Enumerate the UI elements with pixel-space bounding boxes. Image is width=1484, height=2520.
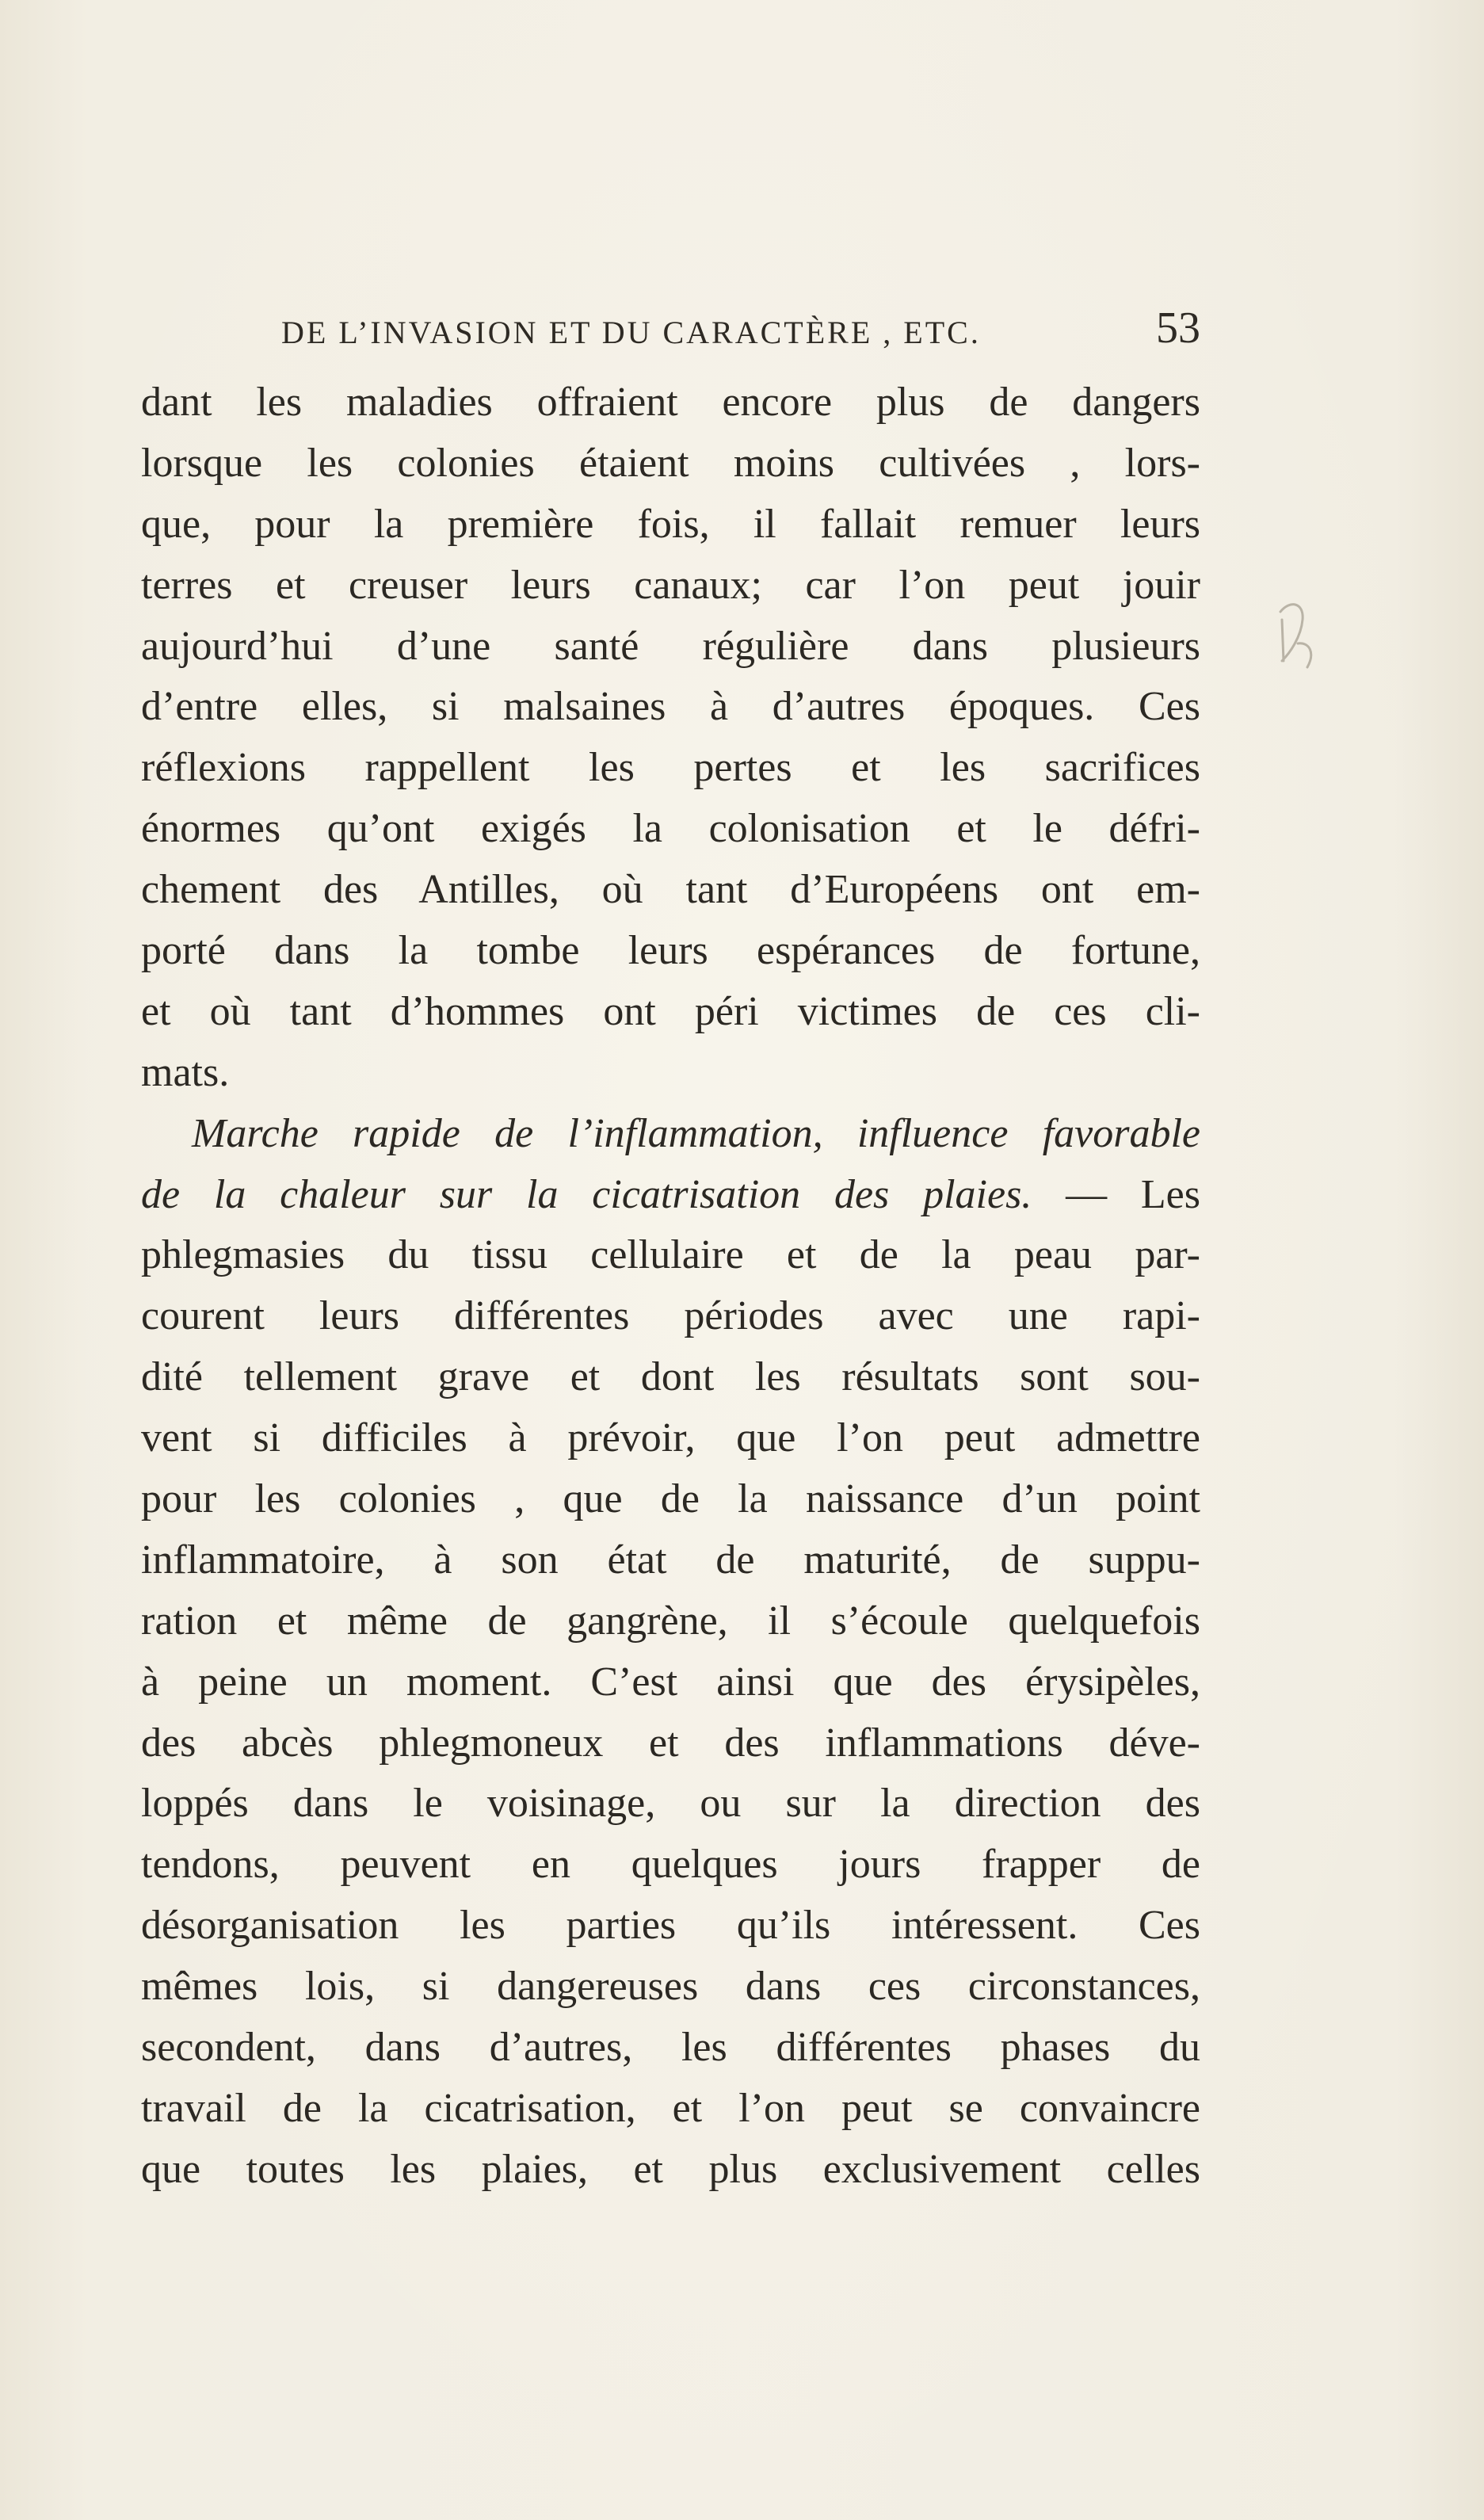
text-line: inflammatoire, à son état de maturité, de suppu- bbox=[141, 1537, 1200, 1583]
text-line: que, pour la première fois, il fallait remuer leurs bbox=[141, 501, 1200, 547]
text-line: travail de la cicatrisation, et l’on peut se convaincre bbox=[141, 2085, 1200, 2131]
text-line: pour les colonies , que de la naissance d’un point bbox=[141, 1476, 1200, 1522]
text-line: terres et creuser leurs canaux; car l’on peut jouir bbox=[141, 562, 1200, 608]
section-heading: Marche rapide de l’inflammation, influence favorable bbox=[192, 1110, 1200, 1156]
text-line: à peine un moment. C’est ainsi que des érysipèles, bbox=[141, 1659, 1200, 1705]
text-line: aujourd’hui d’une santé régulière dans plusieurs bbox=[141, 623, 1200, 669]
running-head bbox=[281, 303, 1200, 358]
text-line: porté dans la tombe leurs espérances de fortune, bbox=[141, 928, 1200, 974]
text-line: mats. bbox=[141, 1049, 230, 1095]
text-line: secondent, dans d’autres, les différentes phases du bbox=[141, 2025, 1200, 2071]
text-line: vent si difficiles à prévoir, que l’on peut admettre bbox=[141, 1415, 1200, 1461]
section-heading-continued bbox=[141, 1165, 1200, 1226]
running-title: DE L’INVASION ET DU CARACTÈRE , ETC. bbox=[281, 315, 981, 350]
text-line: et où tant d’hommes ont péri victimes de ces cli- bbox=[141, 988, 1200, 1034]
text-line: d’entre elles, si malsaines à d’autres époques. Ces bbox=[141, 684, 1200, 730]
margin-annotation-mark bbox=[1266, 596, 1329, 683]
text-line: ration et même de gangrène, il s’écoule quelquefois bbox=[141, 1598, 1200, 1644]
text-line: réflexions rappellent les pertes et les sacrifices bbox=[141, 745, 1200, 791]
body-text bbox=[141, 372, 1200, 2201]
text-line: chement des Antilles, où tant d’Européens ont em- bbox=[141, 867, 1200, 913]
text-line: dité tellement grave et dont les résultats sont sou- bbox=[141, 1354, 1200, 1400]
text-line: des abcès phlegmoneux et des inflammations déve- bbox=[141, 1720, 1200, 1766]
text-line: énormes qu’ont exigés la colonisation et le défri- bbox=[141, 806, 1200, 852]
text-line: tendons, peuvent en quelques jours frapper de bbox=[141, 1842, 1200, 1888]
text-line: loppés dans le voisinage, ou sur la direction des bbox=[141, 1781, 1200, 1827]
text-line: lorsque les colonies étaient moins cultivées , lors- bbox=[141, 440, 1200, 486]
page-number: 53 bbox=[1156, 304, 1200, 353]
text-line: que toutes les plaies, et plus exclusivement celles bbox=[141, 2146, 1200, 2192]
text-line: courent leurs différentes périodes avec une rapi- bbox=[141, 1293, 1200, 1339]
section-heading-rest: — Les bbox=[1032, 1171, 1200, 1217]
text-line: désorganisation les parties qu’ils intéressent. Ces bbox=[141, 1903, 1200, 1949]
text-line: mêmes lois, si dangereuses dans ces circonstances, bbox=[141, 1964, 1200, 2010]
text-line: phlegmasies du tissu cellulaire et de la peau par- bbox=[141, 1232, 1200, 1278]
text-line: dant les maladies offraient encore plus de dangers bbox=[141, 380, 1200, 425]
section-heading-italic: de la chaleur sur la cicatrisation des plaies. bbox=[141, 1171, 1032, 1217]
